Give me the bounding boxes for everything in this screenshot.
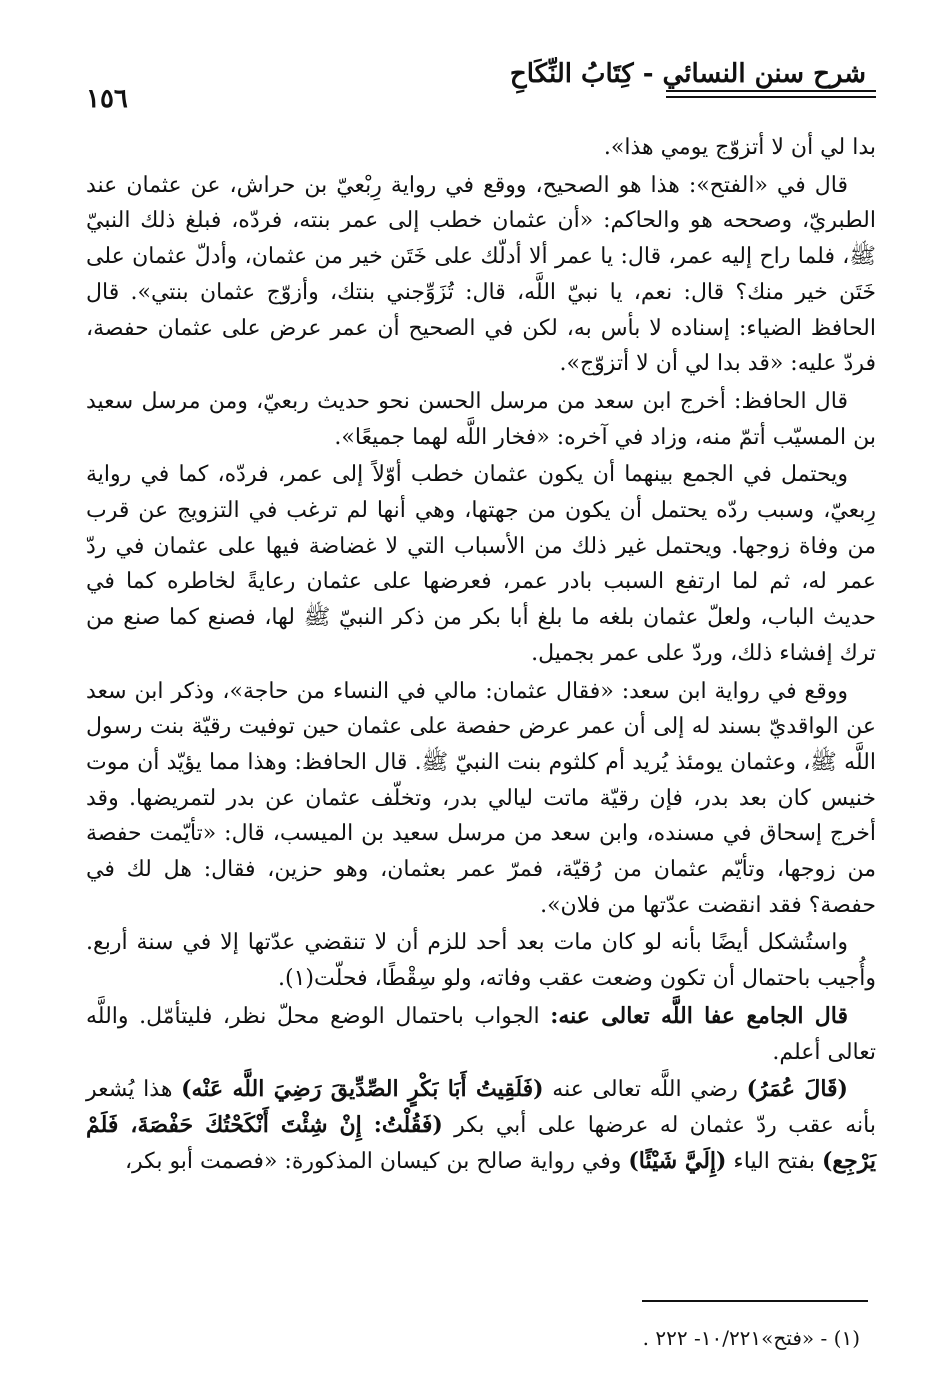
commentary-text: رضي اللَّه تعالى عنه: [552, 1077, 738, 1103]
compiler-note-lead: قال الجامع عفا اللَّه تعالى عنه:: [550, 1002, 849, 1029]
page-header: [86, 52, 876, 112]
footnote: (١) - «فتح»١٠/٢٢١- ٢٢٢ .: [642, 1326, 860, 1350]
page-number: ١٥٦: [86, 84, 128, 114]
paragraph: بدا لي أن لا أتزوّج يومي هذا».: [603, 135, 876, 160]
hadith-quote: (قَالَ عُمَرُ): [746, 1076, 848, 1103]
hadith-quote: (فَقُلْتُ: إِنْ شِئْتَ أَنْكَحْتُكَ حَفْصَةَ، فَلَمْ يَرْجِع): [86, 1111, 876, 1174]
page-number-rule: [666, 96, 876, 98]
main-text: [86, 130, 876, 1181]
paragraph: قال الحافظ: أخرج ابن سعد من مرسل الحسن نحو حديث ربعيّ، ومن مرسل سعيد بن المسيّب أتمّ منه، وزاد في آخره: «فخار اللَّه لهما جميعًا».: [86, 388, 876, 450]
paragraph: واستُشكل أيضًا بأنه لو كان مات بعد أحد للزم أن لا تنقضي عدّتها إلا في سنة أربع. وأُجيب باحتمال أن تكون وضعت عقب وفاته، ولو سِقْطًا، فحلّت(١).: [86, 930, 876, 992]
commentary-paragraph: [86, 1072, 876, 1179]
footnote-separator: [642, 1300, 868, 1302]
hadith-quote: (إِلَيَّ شَيْئًا): [628, 1147, 727, 1174]
paragraph: قال في «الفتح»: هذا هو الصحيح، ووقع في رواية رِبْعيّ بن حراش، عن عثمان عند الطبريّ، وصححه هو والحاكم: «أن عثمان خطب إلى عمر بنته، فردّه، فبلغ ذلك النبيّ ﷺ، فلما راح إليه عمر، قال: يا عمر ألا أدلّك على خَتَن خير من عثمان، وأدلّ عثمان على خَتَن خير منك؟ قال: نعم، يا نبيّ اللَّه، قال: تُزَوِّجني بنتك، وأزوّج عثمان بنتي». قال الحافظ الضياء: إسناده لا بأس به، لكن في الصحيح أن عمر عرض على عثمان حفصة، فردّ عليه: «قد بدا لي أن لا أتزوّج».: [86, 172, 876, 377]
page-number-rule: [666, 90, 876, 92]
hadith-quote: (فَلَقِيتُ أَبَا بَكْرٍ الصِّدِّيقَ رَضِيَ اللَّه عَنْه): [181, 1076, 544, 1103]
commentary-text: بفتح الياء: [733, 1148, 816, 1174]
commentary-text: وفي رواية صالح بن كيسان المذكورة: «فصمت أبو بكر،: [124, 1148, 622, 1174]
compiler-note: [86, 999, 876, 1070]
commentary-text: هذا يُشعر بأنه عقب ردّ عثمان له عرضها على أبي بكر: [86, 1077, 876, 1138]
compiler-note-text: الجواب باحتمال الوضع محلّ نظر، فليتأمّل. واللَّه تعالى أعلم.: [86, 1003, 876, 1065]
paragraph: ووقع في رواية ابن سعد: «فقال عثمان: مالي في النساء من حاجة»، وذكر ابن سعد عن الواقديّ بسند له إلى أن عمر عرض حفصة على عثمان حين توفيت رقيّة بنت رسول اللَّه ﷺ، وعثمان يومئذ يُريد أم كلثوم بنت النبيّ ﷺ. قال الحافظ: وهذا مما يؤيّد أن موت خنيس كان بعد بدر، فإن رقيّة ماتت ليالي بدر، وتخلّف عثمان عن بدر لتمريضها. وقد أخرج إسحاق في مسنده، وابن سعد من مرسل سعيد بن الميسب، قال: «تأيّمت حفصة من زوجها، وتأيّم عثمان من رُقيّة، فمرّ عمر بعثمان، وهو حزين، فقال: هل لك في حفصة؟ فقد انقضت عدّتها من فلان».: [86, 678, 876, 918]
running-title: شرح سنن النسائي - كِتَابُ النِّكَاحِ: [509, 59, 866, 89]
paragraph: ويحتمل في الجمع بينهما أن يكون عثمان خطب أوّلاً إلى عمر، فردّه، كما في رواية رِبعيّ، وسبب ردّه يحتمل أن يكون من جهتها، وهي أنها لم ترغب في التزويج عن قرب من وفاة زوجها. ويحتمل غير ذلك من الأسباب التي لا غضاضة فيها على عثمان في ردّ عمر له، ثم لما ارتفع السبب بادر عمر، فعرضها على عثمان رعايةً لخاطره كما في حديث الباب، ولعلّ عثمان بلغه ما بلغ أبا بكر من ذكر النبيّ ﷺ لها، فصنع كما صنع من ترك إفشاء ذلك، وردّ على عمر بجميل.: [86, 462, 876, 666]
